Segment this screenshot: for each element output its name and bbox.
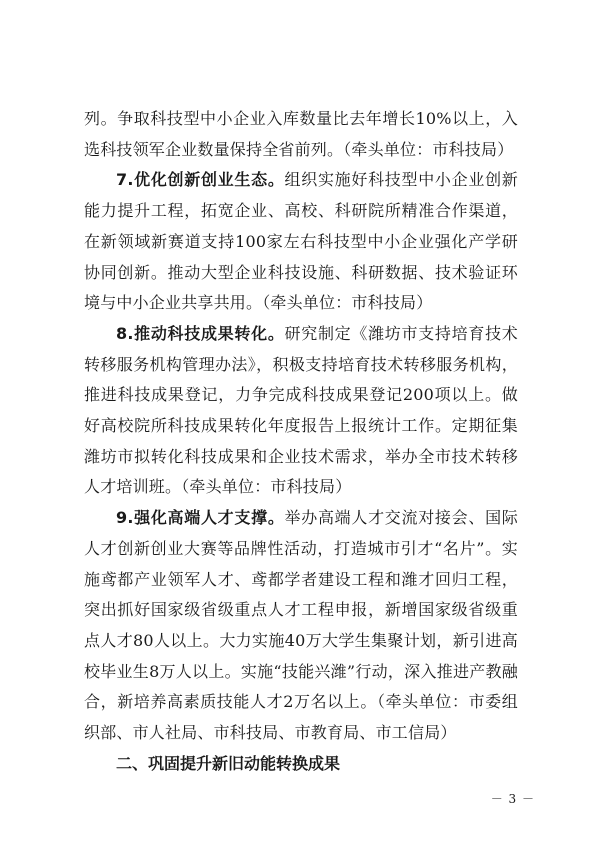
item-8-body: 研究制定《潍坊市支持培育技术转移服务机构管理办法》，积极支持培育技术转移服务机构，推进科技成果登记，力争完成科技成果登记200项以上。做好高校院所科技成果转化年度报告上报统计工作。定期征集潍坊市拟转化科技成果和企业技术需求，举办全市技术转移人才培训班。（牵头单位：市科技局） [84, 323, 518, 497]
item-7-body: 组织实施好科技型中小企业创新能力提升工程，拓宽企业、高校、科研院所精准合作渠道，在新领域新赛道支持100家左右科技型中小企业强化产学研协同创新。推动大型企业科技设施、科研数据、技术验证环境与中小企业共享共用。（牵头单位：市科技局） [84, 170, 518, 313]
page-number: － 3 － [490, 792, 535, 806]
item-8-lead: 8.推动科技成果转化。 [116, 323, 285, 343]
item-9-body: 举办高端人才交流对接会、国际人才创新创业大赛等品牌性活动，打造城市引才“名片”。实施鸢都产业领军人才、鸢都学者建设工程和潍才回归工程，突出抓好国家级省级重点人才工程申报，新增国家级省级重点人才80人以上。大力实施40万大学生集聚计划，新引进高校毕业生8万人以上。实施“技能兴潍”行动，深入推进产教融合，新培养高素质技能人才2万名以上。（牵头单位：市委组织部、市人社局、市科技局、市教育局、市工信局） [84, 508, 518, 743]
section-heading: 二、巩固提升新旧动能转换成果 [116, 753, 341, 773]
item-7-paragraph [84, 165, 518, 319]
item-8-paragraph [84, 319, 518, 503]
item-9-paragraph [84, 503, 518, 749]
document-body [84, 104, 518, 779]
item-7-lead: 7.优化创新创业生态。 [116, 170, 285, 190]
item-9-lead: 9.强化高端人才支撑。 [116, 508, 285, 528]
continuation-paragraph: 列。争取科技型中小企业入库数量比去年增长10%以上，入选科技领军企业数量保持全省前列。（牵头单位：市科技局） [84, 109, 518, 159]
